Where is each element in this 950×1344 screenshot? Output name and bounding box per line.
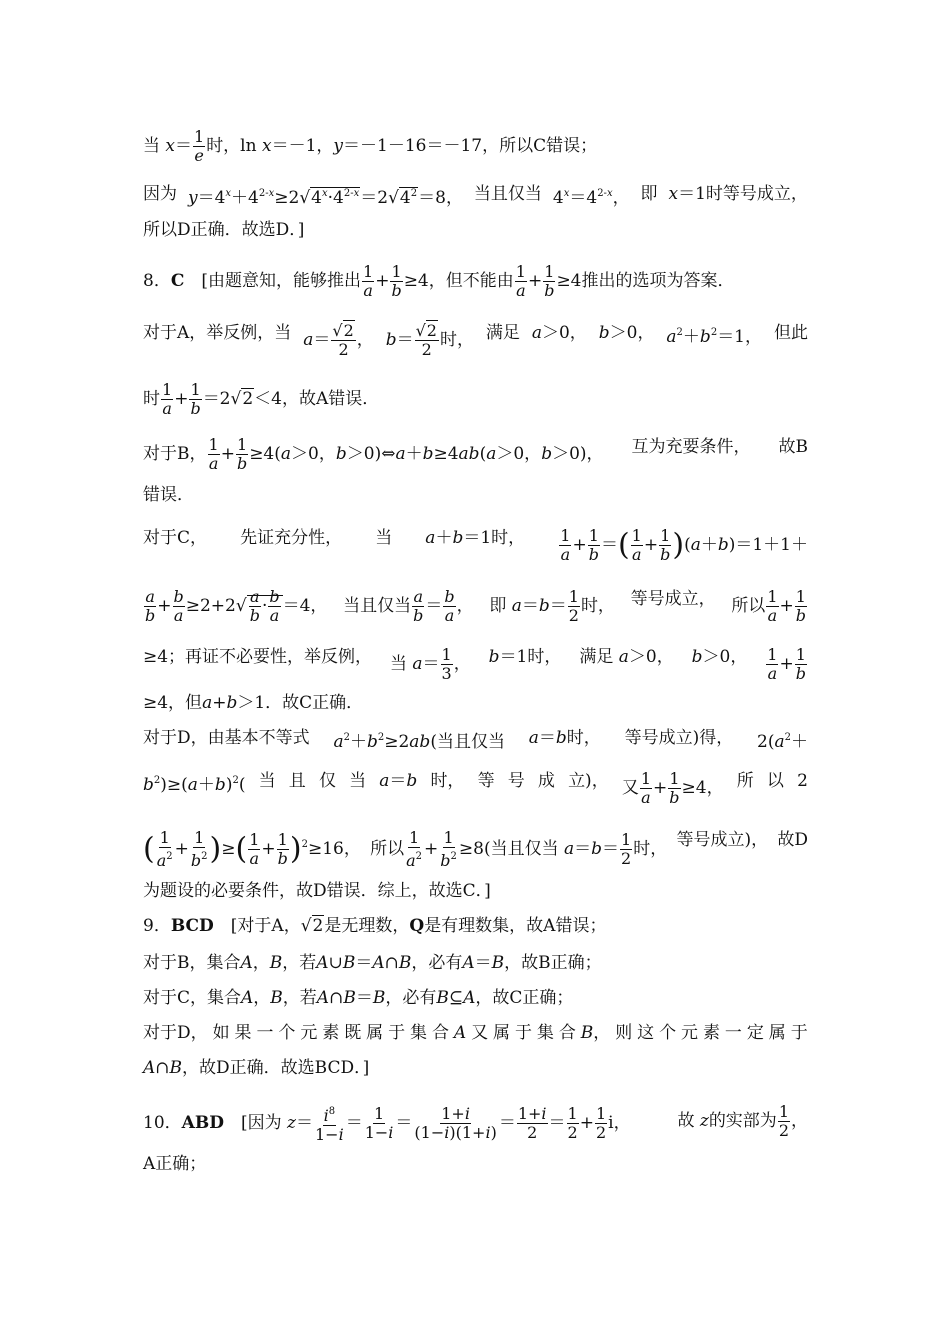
line-5: 对于A，举反例，当 a＝ $\frac{√2}{2}$ ， b＝ $\frac{√2}{2}$ 时， 满足 a＞0， b＞0， $a^2+b^2=1$， 但此 [143,321,808,359]
line-22: 10．ABD [因为 z＝ $\frac{i^8}{1-i}$ ＝ $\frac{1}{1-i}$ ＝ $\frac{1+i}{(1-i)(1+i)}$ ＝ $\frac{1+i}{2}$ ＝ $\frac{1}{2}$ + $\frac{1}{2}$ i， 故 z的实部为 $\frac{1}{2}$ ， [143,1102,808,1144]
line-2: 因为 $y=4^x+4^{2-x}\ge 2√4^x\cdot 4^{2-x}=2√4^2=8$， 当且仅当 $4^x=4^{2-x}$， 即 x＝1时等号成立， [143,184,808,208]
line-6: 时 $\frac{1}{a}$ + $\frac{1}{b}$ ＝2√2＜4，故A错误． [143,380,380,418]
line-23: A正确； [143,1154,207,1174]
line-9: 对于C， 先证充分性， 当 a＋b＝1时， $\frac{1}{a}$ + $\frac{1}{b}$ ＝( $\frac{1}{a}$ + $\frac{1}{b}$ )(a＋b)＝1＋1＋ [143,526,808,564]
line-19: 对于C，集合A，B，若A∩B＝B，必有B⊆A，故C正确； [143,988,574,1008]
line-8: 错误． [143,485,194,505]
line-14: $b^2)\ge(a+b)^2$( 当 且 仅 当 a＝b 时， 等 号 成 立)， 又 $\frac{1}{a}$ + $\frac{1}{b}$ ≥4， 所 以 2 [143,769,808,807]
line-4: 8．C [由题意知，能够推出 $\frac{1}{a}$ + $\frac{1}{b}$ ≥4，但不能由 $\frac{1}{a}$ + $\frac{1}{b}$ ≥4推出的选项为答案． [143,262,735,300]
line-17: 9．BCD [对于A，√2是无理数，Q是有理数集，故A错误； [143,916,607,936]
line-11: ≥4；再证不必要性，举反例， 当 a＝ $\frac{1}{3}$ ， b＝1时， 满足 a＞0， b＞0， $\frac{1}{a}$ + $\frac{1}{b}$ [143,645,806,683]
line-21: A∩B，故D正确．故选BCD．] [143,1058,370,1078]
line-10: $\frac{a}{b}$ + $\frac{b}{a}$ ≥2+2√ $\frac{a}{b}$ · $\frac{b}{a}$ ＝4， 当且仅当 $\frac{a}{b}$ ＝ $\frac{b}{a}$ ， 即 a＝b＝ $\frac{1}{2}$ 时， 等号成立， 所以 $\frac{1}{a}$ + $\frac{1}{b}$ [145,587,806,625]
line-3: 所以D正确．故选D．] [143,220,305,240]
line-12: ≥4，但a+b＞1．故C正确． [143,693,364,713]
line-20: 对于D， 如 果 一 个 元 素 既 属 于 集 合 A 又 属 于 集 合 B， 则 这 个 元 素 一 定 属 于 [143,1023,808,1043]
line-13: 对于D，由基本不等式 $a^2+b^2\ge 2ab$(当且仅当 a＝b时， 等号成立)得， $2(a^2+$ [143,728,808,752]
line-1: 当 x＝ $\frac{1}{e}$ 时，ln x＝－1，y＝－1－16＝－17，所以C错误； [143,127,598,165]
line-18: 对于B，集合A，B，若A∪B＝A∩B，必有A＝B，故B正确； [143,953,602,973]
line-7: 对于B， $\frac{1}{a}$ + $\frac{1}{b}$ ≥4(a＞0，b＞0)⇔a＋b≥4ab(a＞0，b＞0)， 互为充要条件， 故B [143,435,808,473]
line-15: ( $\frac{1}{a^2}$ + $\frac{1}{b^2}$ )≥( $\frac{1}{a}$ + $\frac{1}{b}$ )$^2$≥16， 所以 $\frac{1}{a^2}$ + $\frac{1}{b^2}$ ≥8(当且仅当 a＝b＝ $\frac{1}{2}$ 时， 等号成立)， 故D [143,828,808,870]
line-16: 为题设的必要条件，故D错误．综上，故选C．] [143,881,491,901]
